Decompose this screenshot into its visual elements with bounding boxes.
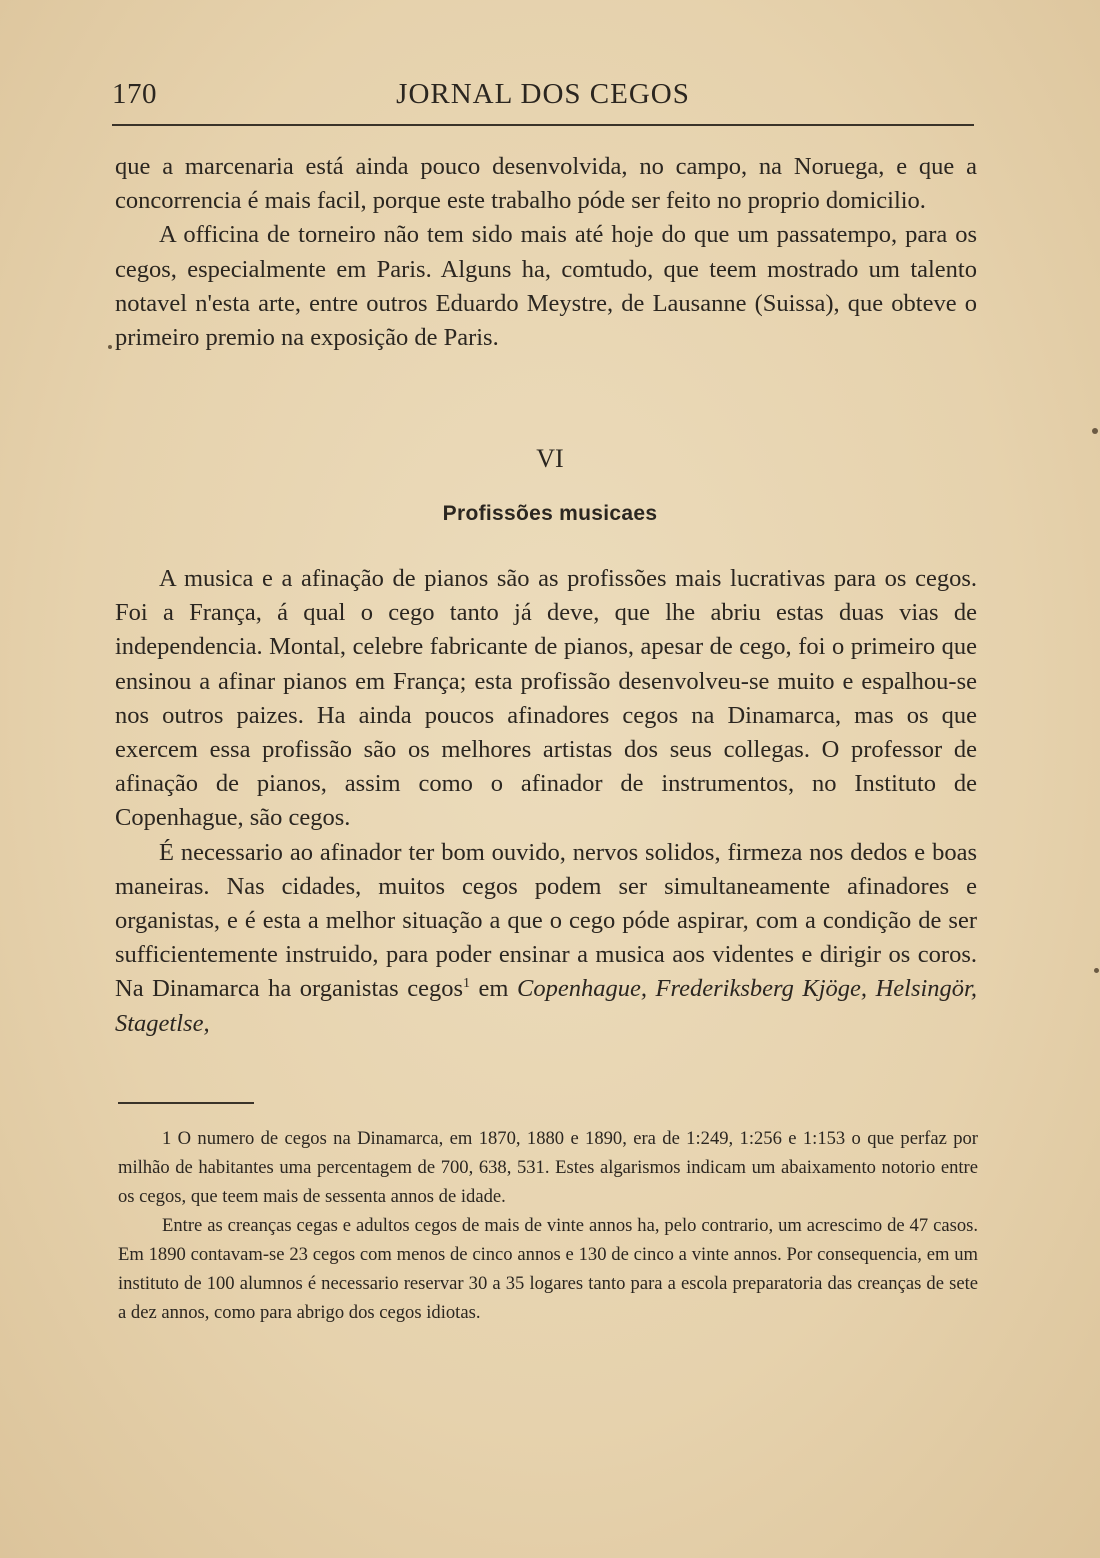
paragraph-text: em	[470, 975, 518, 1003]
place-names: Copenhague, Frederiksberg Kjöge, Helsingör, Stagetlse,	[115, 975, 977, 1037]
section-text	[115, 562, 977, 1041]
paragraph-text: É necessario ao afinador ter bom ouvido, nervos solidos, firmeza nos dedos e boas maneiras. Nas cidades, muitos cegos podem ser simultaneamente afinadores e organistas, e é esta a melhor situação a que o cego póde aspirar, com a condição de ser sufficientemente instruido, para poder ensinar a musica aos videntes e dirigir os coros. Na Dinamarca ha organistas cegos	[115, 838, 977, 1003]
running-title: JORNAL DOS CEGOS	[396, 78, 690, 110]
paragraph	[115, 836, 977, 1041]
footnote	[118, 1124, 978, 1211]
intro-text	[115, 150, 977, 355]
paper-speck	[1092, 428, 1098, 434]
paragraph: que a marcenaria está ainda pouco desenvolvida, no campo, na Noruega, e que a concorrencia é mais facil, porque este trabalho póde ser feito no proprio domicilio.	[115, 153, 977, 215]
footnote-continuation: Entre as creanças cegas e adultos cegos de mais de vinte annos ha, pelo contrario, um acrescimo de 47 casos. Em 1890 contavam-se 23 cegos com menos de cinco annos e 130 de cinco a vinte annos. Por consequencia, em um instituto de 100 alumnos é necessario reservar 30 a 35 logares tanto para a escola preparatoria das creanças de sete a dez annos, como para abrigo dos cegos idiotas.	[118, 1215, 978, 1323]
section-title: Profissões musicaes	[442, 502, 658, 525]
footnote-reference: 1	[463, 976, 470, 992]
footnotes	[118, 1124, 978, 1327]
footnote-rule	[118, 1102, 254, 1104]
paper-speck	[1094, 968, 1099, 973]
footnote-mark: 1	[162, 1128, 172, 1149]
header-rule	[112, 124, 974, 126]
footnote-text: O numero de cegos na Dinamarca, em 1870, 1880 e 1890, era de 1:249, 1:256 e 1:153 o que perfaz por milhão de habitantes uma percentagem de 700, 638, 531. Estes algarismos indicam um abaixamento notorio entre os cegos, que teem mais de sessenta annos de idade.	[118, 1128, 978, 1207]
paper-speck	[108, 345, 112, 349]
paragraph: A musica e a afinação de pianos são as profissões mais lucrativas para os cegos. Foi a França, á qual o cego tanto já deve, que lhe abriu estas duas vias de independencia. Montal, celebre fabricante de pianos, apesar de cego, foi o primeiro que ensinou a afinar pianos em França; esta profissão desenvolveu-se muito e espalhou-se nos outros paizes. Ha ainda poucos afinadores cegos na Dinamarca, mas os que exercem essa profissão são os melhores artistas dos seus collegas. O professor de afinação de pianos, assim como o afinador de instrumentos, no Instituto de Copenhague, são cegos.	[115, 565, 977, 832]
paragraph: A officina de torneiro não tem sido mais até hoje do que um passatempo, para os cegos, especialmente em Paris. Alguns ha, comtudo, que teem mostrado um talento notavel n'esta arte, entre outros Eduardo Meystre, de Lausanne (Suissa), que obteve o primeiro premio na exposição de Paris.	[115, 221, 977, 352]
page-header	[112, 78, 974, 118]
page-number: 170	[112, 78, 157, 110]
section-number: VI	[536, 444, 564, 473]
